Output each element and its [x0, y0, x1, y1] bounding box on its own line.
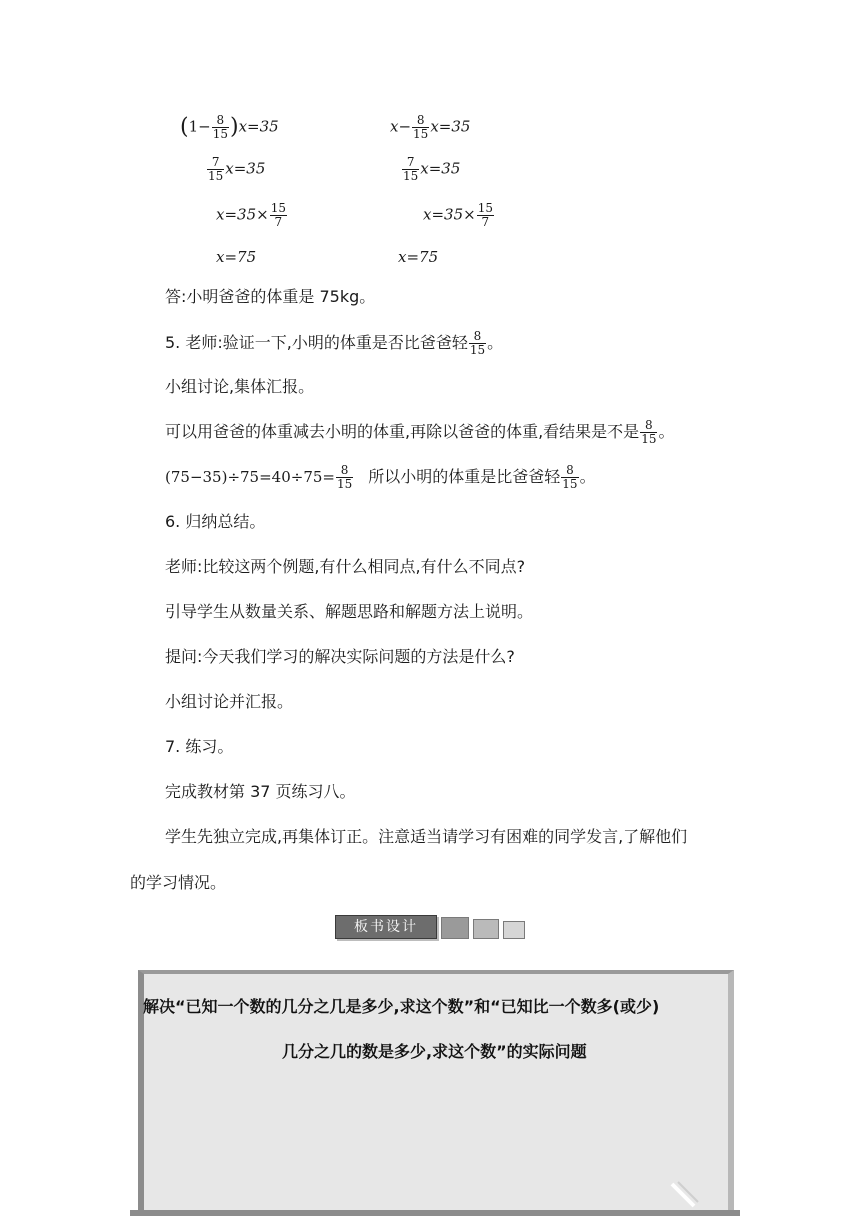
guide-line: 引导学生从数量关系、解题思路和解题方法上说明。 — [165, 602, 534, 621]
left-step-1 — [180, 114, 279, 141]
item-5-line — [165, 330, 503, 357]
teacher-question: 老师:比较这两个例题,有什么相同点,有什么不同点? — [165, 557, 526, 576]
left-step1-suffix: x=35 — [238, 117, 279, 136]
item-7: 7. 练习。 — [165, 737, 234, 756]
calc-conclusion: 所以小明的体重是比爸爸轻 — [368, 467, 561, 486]
paren-close: ) — [230, 114, 239, 140]
heading-square-2 — [473, 919, 499, 939]
discussion-1: 小组讨论,集体汇报。 — [165, 377, 315, 396]
left-step-4: x=75 — [216, 248, 257, 266]
board-design-heading: 板书设计 — [335, 915, 437, 939]
fraction-15-7: $\frac{15}{7}$ — [477, 201, 493, 229]
fraction-8-15: $\frac{8}{15}$ — [212, 113, 228, 141]
period: 。 — [579, 467, 596, 486]
item-5-text: 5. 老师:验证一下,小明的体重是否比爸爸轻 — [165, 333, 468, 352]
fraction-8-15: $\frac{8}{15}$ — [336, 463, 353, 491]
board-bottom-edge — [130, 1210, 740, 1216]
board-title-line-1: 解决“已知一个数的几分之几是多少,求这个数”和“已知比一个数多(或少) — [143, 997, 660, 1016]
chalk-mark-icon — [668, 1180, 708, 1210]
left-step-2 — [206, 156, 265, 183]
right-step1-suffix: x=35 — [430, 117, 471, 136]
fraction-8-15: $\frac{8}{15}$ — [641, 418, 657, 446]
exercise-line: 完成教材第 37 页练习八。 — [165, 782, 356, 801]
fraction-8-15: $\frac{8}{15}$ — [469, 329, 486, 357]
heading-square-3 — [503, 921, 525, 939]
left-step1-prefix: 1− — [188, 117, 211, 136]
left-step-3 — [216, 202, 288, 229]
right-step3-text: x=35× — [423, 205, 476, 224]
calc-line — [165, 464, 596, 491]
left-step3-text: x=35× — [216, 205, 269, 224]
fraction-8-15: $\frac{8}{15}$ — [413, 113, 429, 141]
right-step-4: x=75 — [398, 248, 439, 266]
fraction-7-15: $\frac{7}{15}$ — [403, 155, 419, 183]
board-title-line-2: 几分之几的数是多少,求这个数”的实际问题 — [282, 1042, 587, 1061]
item-6: 6. 归纳总结。 — [165, 512, 266, 531]
method-line — [165, 419, 674, 446]
fraction-7-15: $\frac{7}{15}$ — [208, 155, 224, 183]
period: 。 — [658, 422, 675, 441]
student-line-1: 学生先独立完成,再集体订正。注意适当请学习有困难的同学发言,了解他们 — [165, 827, 688, 846]
right-step-1 — [390, 114, 470, 141]
right-step-3 — [423, 202, 495, 229]
calc-expression: (75−35)÷75=40÷75= — [165, 468, 335, 486]
heading-square-1 — [441, 917, 469, 939]
right-step2-text: x=35 — [420, 159, 461, 178]
fraction-15-7: $\frac{15}{7}$ — [270, 201, 286, 229]
answer-line: 答:小明爸爸的体重是 75kg。 — [165, 287, 376, 306]
left-step2-text: x=35 — [225, 159, 266, 178]
method-text: 可以用爸爸的体重减去小明的体重,再除以爸爸的体重,看结果是不是 — [165, 422, 640, 441]
right-step-2 — [401, 156, 460, 183]
paren-open: ( — [180, 114, 189, 140]
fraction-8-15: $\frac{8}{15}$ — [562, 463, 578, 491]
question-line: 提问:今天我们学习的解决实际问题的方法是什么? — [165, 647, 515, 666]
discussion-2: 小组讨论并汇报。 — [165, 692, 294, 711]
period: 。 — [487, 333, 504, 352]
student-line-2: 的学习情况。 — [130, 873, 227, 892]
right-step1-x: x− — [390, 117, 412, 136]
